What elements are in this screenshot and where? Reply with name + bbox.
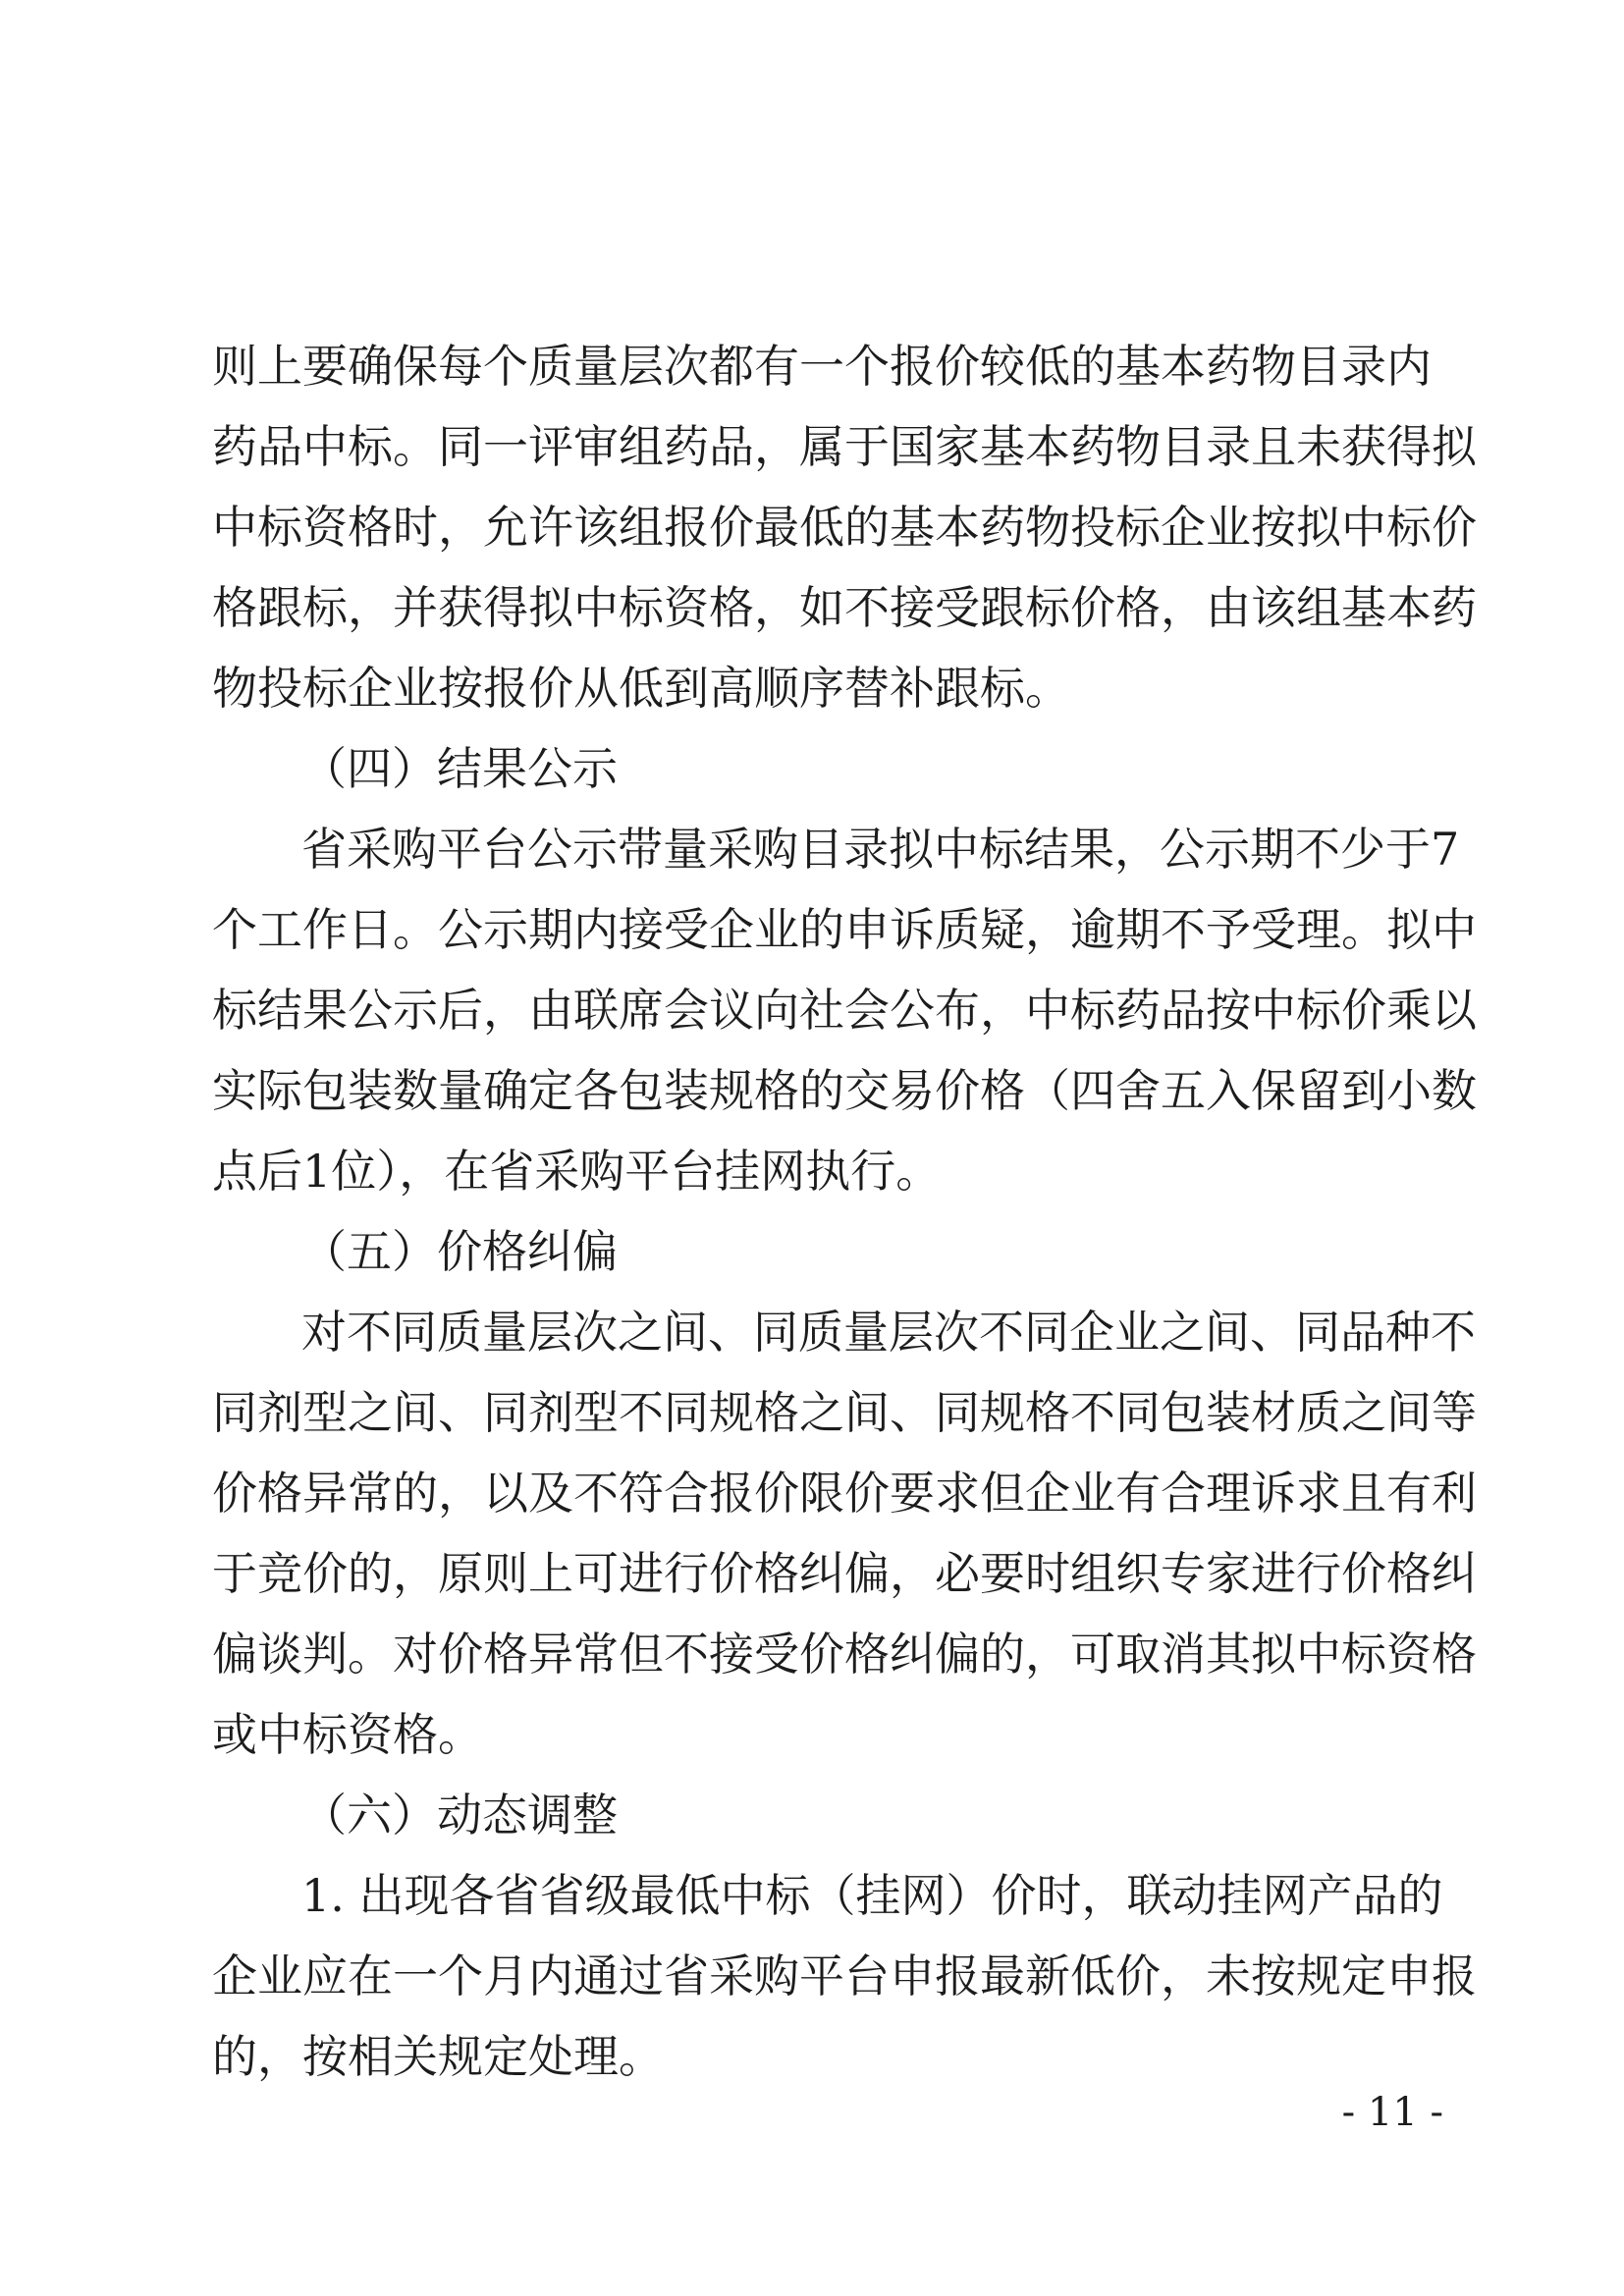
body-text-line: 点后1位），在省采购平台挂网执行。 [212,1145,942,1198]
body-text-line: 标结果公示后，由联席会议向社会公布，中标药品按中标价乘以 [212,984,1477,1037]
body-text-line: 则上要确保每个质量层次都有一个报价较低的基本药物目录内 [212,340,1432,393]
body-text-line: 药品中标。同一评审组药品，属于国家基本药物目录且未获得拟 [212,420,1477,473]
body-text-line: 同剂型之间、同剂型不同规格之间、同规格不同包装材质之间等 [212,1386,1477,1439]
body-text-line: 格跟标，并获得拟中标资格，如不接受跟标价格，由该组基本药 [212,581,1477,634]
body-text-line: 省采购平台公示带量采购目录拟中标结果，公示期不少于7 [301,823,1460,876]
body-text-line: 企业应在一个月内通过省采购平台申报最新低价，未按规定申报 [212,1949,1477,2002]
body-text-line: 的，按相关规定处理。 [212,2030,664,2083]
body-text-line: 物投标企业按报价从低到高顺序替补跟标。 [212,662,1070,715]
section-heading-dynamic-adjustment: （六）动态调整 [301,1789,618,1842]
page-number: - 11 - [1341,2090,1443,2135]
body-text-line: 1. 出现各省省级最低中标（挂网）价时，联动挂网产品的 [301,1869,1443,1922]
body-text-line: 实际包装数量确定各包装规格的交易价格（四舍五入保留到小数 [212,1064,1477,1117]
body-text-line: 价格异常的，以及不符合报价限价要求但企业有合理诉求且有利 [212,1467,1477,1520]
section-heading-results-announcement: （四）结果公示 [301,742,618,795]
body-text-line: 对不同质量层次之间、同质量层次不同企业之间、同品种不 [301,1306,1476,1359]
body-text-line: 中标资格时，允许该组报价最低的基本药物投标企业按拟中标价 [212,501,1477,554]
section-heading-price-correction: （五）价格纠偏 [301,1225,618,1278]
body-text-line: 于竞价的，原则上可进行价格纠偏，必要时组织专家进行价格纠 [212,1547,1477,1600]
body-text-line: 个工作日。公示期内接受企业的申诉质疑，逾期不予受理。拟中 [212,903,1477,956]
body-text-line: 或中标资格。 [212,1708,483,1761]
body-text-line: 偏谈判。对价格异常但不接受价格纠偏的，可取消其拟中标资格 [212,1628,1477,1681]
